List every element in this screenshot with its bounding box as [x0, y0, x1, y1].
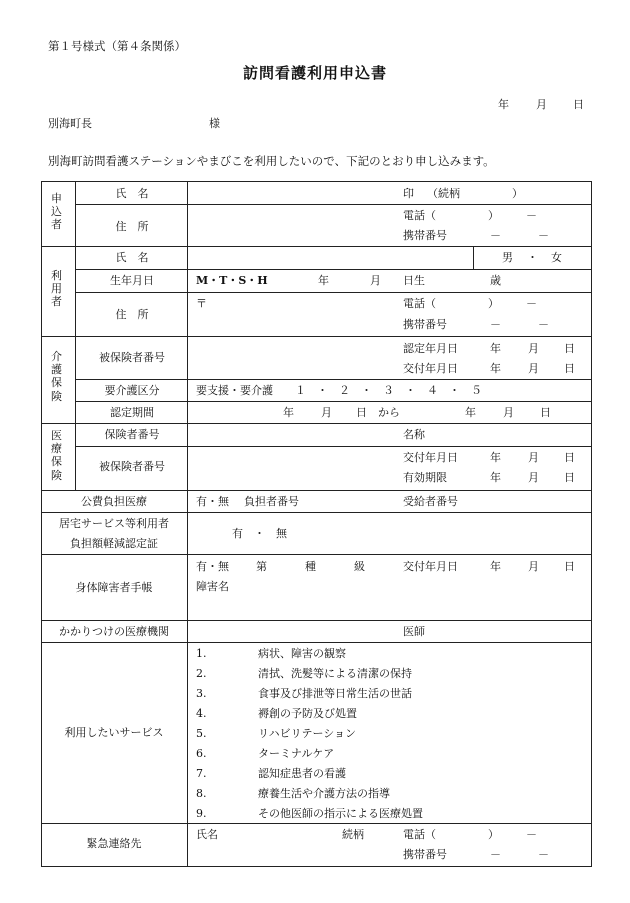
male-option: 男: [502, 251, 513, 264]
home-service-label-2: 負担額軽減認定証: [70, 537, 158, 550]
birth-month-label: 月: [370, 274, 381, 287]
vertical-char: 者: [51, 295, 62, 309]
vertical-char: 険: [51, 468, 62, 482]
valid-month: 月: [528, 471, 539, 484]
applicant-mobile-dash2: －: [538, 229, 549, 242]
user-mobile-label: 携帯番号: [403, 318, 447, 331]
emergency-contact-label: 緊急連絡先: [86, 837, 142, 850]
applicant-phone-dash: －: [526, 209, 537, 222]
medical-issue-month: 月: [528, 451, 539, 464]
cert-date-label: 認定年月日: [403, 342, 458, 355]
period-end-year: 年: [465, 406, 476, 419]
service-item-text: 療養生活や介護方法の指導: [258, 787, 390, 800]
service-item-text: 認知症患者の看護: [258, 767, 346, 780]
vertical-char: 療: [51, 442, 62, 456]
addressee: 別海町長: [48, 117, 92, 130]
valid-year: 年: [490, 471, 501, 484]
female-option: 女: [551, 251, 562, 264]
medical-issue-year: 年: [490, 451, 501, 464]
valid-until-label: 有効期限: [403, 471, 447, 484]
birth-year-label: 年: [318, 274, 329, 287]
date-day-label: 日: [573, 98, 584, 111]
date-month-label: 月: [536, 98, 547, 111]
recipient-number-label: 受給者番号: [403, 495, 458, 508]
home-service-label-1: 居宅サービス等利用者: [59, 517, 169, 530]
vertical-char: 用: [51, 282, 62, 296]
disability-yes-no: 有・無: [196, 560, 229, 573]
section-medical-insurance: [51, 429, 62, 482]
birth-day-label: 日生: [403, 274, 425, 287]
service-item-text: 清拭、洗髪等による清潔の保持: [258, 667, 412, 680]
period-end-day: 日: [540, 406, 551, 419]
seal-label: 印: [403, 187, 414, 200]
service-item-text: その他医師の指示による医療処置: [258, 807, 423, 820]
emergency-phone-close: ）: [488, 828, 499, 841]
disability-kyu: 級: [354, 560, 365, 573]
services-label: 利用したいサービス: [64, 726, 164, 739]
period-start-year: 年: [283, 406, 294, 419]
applicant-address-label: 住 所: [115, 220, 149, 233]
applicant-mobile-label: 携帯番号: [403, 229, 447, 242]
emergency-phone-dash: －: [526, 828, 537, 841]
period-end-month: 月: [503, 406, 514, 419]
disability-label: 身体障害者手帳: [75, 581, 153, 594]
care-level-label: 要介護区分: [104, 384, 160, 397]
care-issue-date-label: 交付年月日: [403, 362, 458, 375]
home-service-yes-no: 有 ・ 無: [232, 527, 287, 540]
relationship-close: ）: [512, 187, 523, 200]
service-number: 9.: [196, 807, 207, 820]
care-issue-day: 日: [564, 362, 575, 375]
era-options: M・T・S・H: [196, 274, 268, 287]
service-number: 1.: [196, 647, 207, 660]
page-title: 訪問看護利用申込書: [242, 64, 387, 82]
disability-issue-year: 年: [490, 560, 501, 573]
emergency-name-label: 氏名: [196, 828, 218, 841]
service-number: 6.: [196, 747, 207, 760]
section-care-insurance: [51, 350, 62, 403]
vertical-char: 込: [51, 205, 62, 219]
burden-number-label: 負担者番号: [244, 495, 299, 508]
service-number: 2.: [196, 667, 207, 680]
care-issue-month: 月: [528, 362, 539, 375]
disability-name-label: 障害名: [196, 580, 229, 593]
addressee-honorific: 様: [209, 117, 220, 130]
section-user: [51, 269, 62, 309]
service-item-text: 病状、障害の観察: [258, 647, 346, 660]
disability-shu: 種: [305, 560, 316, 573]
disability-issue-date-label: 交付年月日: [403, 560, 458, 573]
disability-issue-month: 月: [528, 560, 539, 573]
vertical-char: 険: [51, 389, 62, 403]
service-item-text: 食事及び排泄等日常生活の世話: [258, 687, 412, 700]
vertical-char: 申: [51, 192, 62, 205]
user-mobile-dash1: －: [490, 318, 501, 331]
service-item-text: 褥創の予防及び処置: [258, 707, 357, 720]
vertical-char: 保: [51, 376, 62, 390]
service-number: 8.: [196, 787, 207, 800]
care-insured-number-label: 被保険者番号: [99, 351, 165, 364]
applicant-mobile-dash1: －: [490, 229, 501, 242]
cert-year: 年: [490, 342, 501, 355]
cert-period-label: 認定期間: [110, 406, 154, 419]
service-number: 5.: [196, 727, 207, 740]
user-phone-close: ）: [488, 297, 499, 310]
care-level-options: 要支援・要介護 １ ・ ２ ・ ３ ・ ４ ・ ５: [196, 384, 482, 397]
emergency-mobile-dash1: －: [490, 848, 501, 861]
vertical-char: 保: [51, 455, 62, 469]
insurer-number-label: 保険者番号: [104, 428, 160, 441]
form-number-label: 第１号様式（第４条関係）: [48, 39, 186, 53]
public-expense-yes-no: 有・無: [196, 495, 229, 508]
service-number: 4.: [196, 707, 207, 720]
vertical-char: 者: [51, 218, 62, 232]
section-applicant: [51, 192, 62, 232]
emergency-relationship-label: 続柄: [342, 828, 364, 841]
service-number: 3.: [196, 687, 207, 700]
family-doctor-label: かかりつけの医療機関: [59, 625, 169, 638]
service-item-text: リハビリテーション: [258, 727, 357, 740]
intro-text: 別海町訪問看護ステーションやまびこを利用したいので、下記のとおり申し込みます。: [48, 154, 495, 168]
cert-month: 月: [528, 342, 539, 355]
gender-separator: ・: [527, 251, 538, 264]
user-phone-dash: －: [526, 297, 537, 310]
applicant-name-label: 氏 名: [115, 187, 149, 200]
period-start-day-from: 日 から: [356, 406, 400, 419]
age-label: 歳: [490, 274, 501, 287]
medical-insured-number-label: 被保険者番号: [99, 460, 165, 473]
disability-issue-day: 日: [564, 560, 575, 573]
vertical-char: 介: [51, 350, 62, 363]
service-item-text: ターミナルケア: [258, 747, 335, 760]
user-address-label: 住 所: [115, 308, 149, 321]
medical-issue-date-label: 交付年月日: [403, 451, 458, 464]
medical-issue-day: 日: [564, 451, 575, 464]
vertical-char: 利: [51, 269, 62, 282]
emergency-mobile-label: 携帯番号: [403, 848, 447, 861]
postal-mark: 〒: [196, 297, 207, 310]
birthdate-label: 生年月日: [110, 274, 154, 287]
service-number: 7.: [196, 767, 207, 780]
insurer-name-label: 名称: [403, 428, 425, 441]
cert-day: 日: [564, 342, 575, 355]
care-issue-year: 年: [490, 362, 501, 375]
disability-dai: 第: [256, 560, 267, 573]
relationship-label: （続柄: [427, 187, 460, 200]
public-expense-label: 公費負担医療: [81, 495, 147, 508]
user-name-label: 氏 名: [115, 251, 149, 264]
valid-day: 日: [564, 471, 575, 484]
applicant-phone-label: 電話（: [403, 209, 436, 222]
user-phone-label: 電話（: [403, 297, 436, 310]
emergency-mobile-dash2: －: [538, 848, 549, 861]
doctor-label: 医師: [403, 625, 425, 638]
vertical-char: 医: [51, 429, 62, 442]
emergency-phone-label: 電話（: [403, 828, 436, 841]
date-year-label: 年: [498, 98, 509, 111]
applicant-phone-close: ）: [488, 209, 499, 222]
vertical-char: 護: [51, 363, 62, 377]
period-start-month: 月: [321, 406, 332, 419]
user-mobile-dash2: －: [538, 318, 549, 331]
